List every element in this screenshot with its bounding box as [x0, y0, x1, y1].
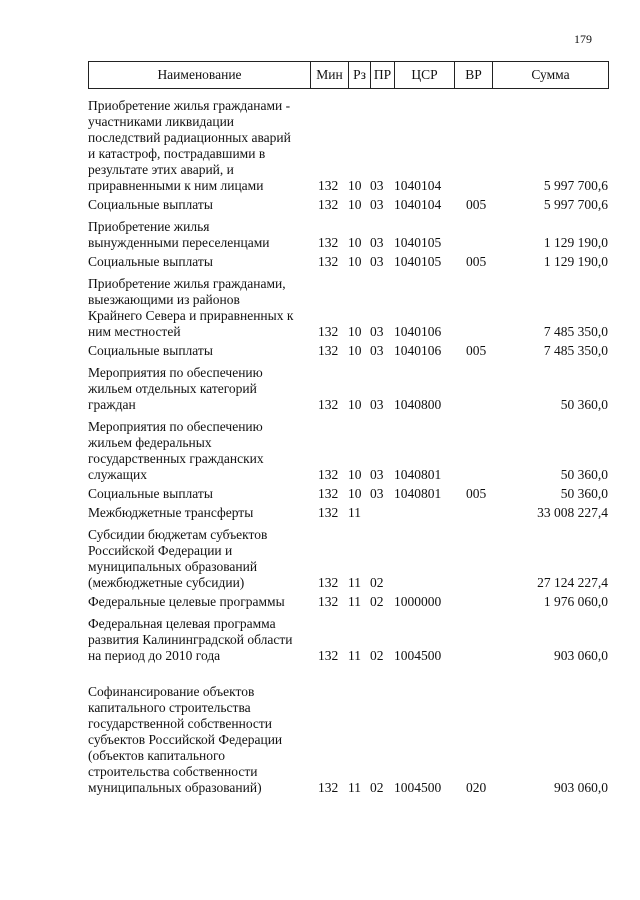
table-header — [88, 61, 609, 89]
row-csr: 1040105 — [394, 235, 442, 250]
row-name: Мероприятия по обеспечению жильем отдельных категорий граждан — [88, 365, 263, 412]
row-rz: 11 — [348, 780, 361, 795]
row-csr: 1040106 — [394, 343, 442, 358]
row-pr: 03 — [370, 324, 384, 339]
row-min: 132 — [318, 197, 339, 212]
row-name: Социальные выплаты — [88, 254, 213, 269]
table-row — [88, 594, 608, 610]
row-csr: 1004500 — [394, 648, 442, 663]
row-rz: 11 — [348, 648, 361, 663]
row-pr: 03 — [370, 254, 384, 269]
row-name: Межбюджетные трансферты — [88, 505, 254, 520]
row-name: Приобретение жилья гражданами, выезжающими из районов Крайнего Севера и приравненных к ним местностей — [88, 276, 294, 339]
row-min: 132 — [318, 594, 339, 609]
row-sum: 27 124 227,4 — [537, 575, 608, 590]
row-min: 132 — [318, 324, 339, 339]
table-row — [88, 365, 608, 413]
row-vr: 005 — [466, 486, 487, 501]
row-sum: 903 060,0 — [554, 780, 608, 795]
header-csr: ЦСР — [395, 62, 455, 89]
row-name: Приобретение жилья вынужденными переселенцами — [88, 219, 270, 250]
row-name: Приобретение жилья гражданами - участниками ликвидации последствий радиационных аварий и катастроф, пострадавшими в результате этих аварий, и приравненными к ним лицами — [88, 98, 291, 193]
row-csr: 1040104 — [394, 178, 442, 193]
row-rz: 10 — [348, 235, 362, 250]
row-sum: 1 129 190,0 — [543, 254, 608, 269]
row-name: Софинансирование объектов капитального строительства государственной собственности субъектов Российской Федерации (объектов капитального строительства собственности муниципальных образований) — [88, 684, 283, 795]
row-rz: 11 — [348, 594, 361, 609]
row-min: 132 — [318, 575, 339, 590]
row-sum: 7 485 350,0 — [543, 324, 608, 339]
row-rz: 10 — [348, 343, 362, 358]
row-pr: 03 — [370, 235, 384, 250]
header-vr: ВР — [455, 62, 493, 89]
row-sum: 33 008 227,4 — [537, 505, 608, 520]
row-min: 132 — [318, 486, 339, 501]
row-min: 132 — [318, 178, 339, 193]
row-sum: 1 976 060,0 — [543, 594, 608, 609]
row-csr: 1040105 — [394, 254, 442, 269]
table-row — [88, 505, 608, 521]
row-name: Социальные выплаты — [88, 197, 213, 212]
row-vr: 005 — [466, 254, 487, 269]
row-pr: 03 — [370, 467, 384, 482]
row-rz: 10 — [348, 254, 362, 269]
table-row — [88, 276, 608, 340]
row-pr: 03 — [370, 486, 384, 501]
row-min: 132 — [318, 254, 339, 269]
row-rz: 10 — [348, 324, 362, 339]
row-sum: 50 360,0 — [560, 467, 608, 482]
row-sum: 7 485 350,0 — [543, 343, 608, 358]
table-row — [88, 616, 608, 664]
row-min: 132 — [318, 235, 339, 250]
table-row — [88, 527, 608, 591]
row-csr: 1040801 — [394, 467, 442, 482]
row-name: Социальные выплаты — [88, 343, 213, 358]
header-sum: Сумма — [493, 62, 609, 89]
row-name: Федеральные целевые программы — [88, 594, 285, 609]
row-sum: 50 360,0 — [560, 486, 608, 501]
row-csr: 1040106 — [394, 324, 442, 339]
row-min: 132 — [318, 780, 339, 795]
row-name: Мероприятия по обеспечению жильем федеральных государственных гражданских служащих — [88, 419, 264, 482]
table-row — [88, 197, 608, 213]
row-name: Социальные выплаты — [88, 486, 213, 501]
table-row — [88, 219, 608, 251]
row-pr: 03 — [370, 397, 384, 412]
row-rz: 11 — [348, 575, 361, 590]
row-name: Субсидии бюджетам субъектов Российской Федерации и муниципальных образований (межбюджетные субсидии) — [88, 527, 268, 590]
row-pr: 02 — [370, 575, 384, 590]
row-vr: 020 — [466, 780, 487, 795]
page-number: 179 — [574, 32, 592, 46]
row-name: Федеральная целевая программа развития Калининградской области на период до 2010 года — [88, 616, 293, 663]
row-rz: 10 — [348, 197, 362, 212]
row-min: 132 — [318, 397, 339, 412]
row-rz: 11 — [348, 505, 361, 520]
row-sum: 903 060,0 — [554, 648, 608, 663]
row-min: 132 — [318, 505, 339, 520]
row-csr: 1040801 — [394, 486, 442, 501]
row-vr: 005 — [466, 343, 487, 358]
row-sum: 5 997 700,6 — [543, 178, 608, 193]
header-min: Мин — [311, 62, 349, 89]
header-rz: Рз — [349, 62, 371, 89]
row-pr: 03 — [370, 178, 384, 193]
row-min: 132 — [318, 467, 339, 482]
row-csr: 1040800 — [394, 397, 442, 412]
row-pr: 02 — [370, 594, 384, 609]
row-pr: 02 — [370, 780, 384, 795]
header-name: Наименование — [89, 62, 311, 89]
row-sum: 1 129 190,0 — [543, 235, 608, 250]
header-pr: ПР — [371, 62, 395, 89]
row-csr: 1040104 — [394, 197, 442, 212]
row-pr: 03 — [370, 343, 384, 358]
table-row — [88, 98, 608, 194]
row-min: 132 — [318, 343, 339, 358]
table-row — [88, 343, 608, 359]
table-row — [88, 684, 608, 796]
table-row — [88, 419, 608, 483]
row-csr: 1000000 — [394, 594, 442, 609]
table-row — [88, 486, 608, 502]
row-vr: 005 — [466, 197, 487, 212]
row-rz: 10 — [348, 397, 362, 412]
row-sum: 50 360,0 — [560, 397, 608, 412]
table-row — [88, 254, 608, 270]
row-rz: 10 — [348, 467, 362, 482]
row-pr: 03 — [370, 197, 384, 212]
row-rz: 10 — [348, 178, 362, 193]
row-min: 132 — [318, 648, 339, 663]
budget-table-body — [88, 98, 608, 799]
row-rz: 10 — [348, 486, 362, 501]
row-pr: 02 — [370, 648, 384, 663]
row-csr: 1004500 — [394, 780, 442, 795]
row-sum: 5 997 700,6 — [543, 197, 608, 212]
